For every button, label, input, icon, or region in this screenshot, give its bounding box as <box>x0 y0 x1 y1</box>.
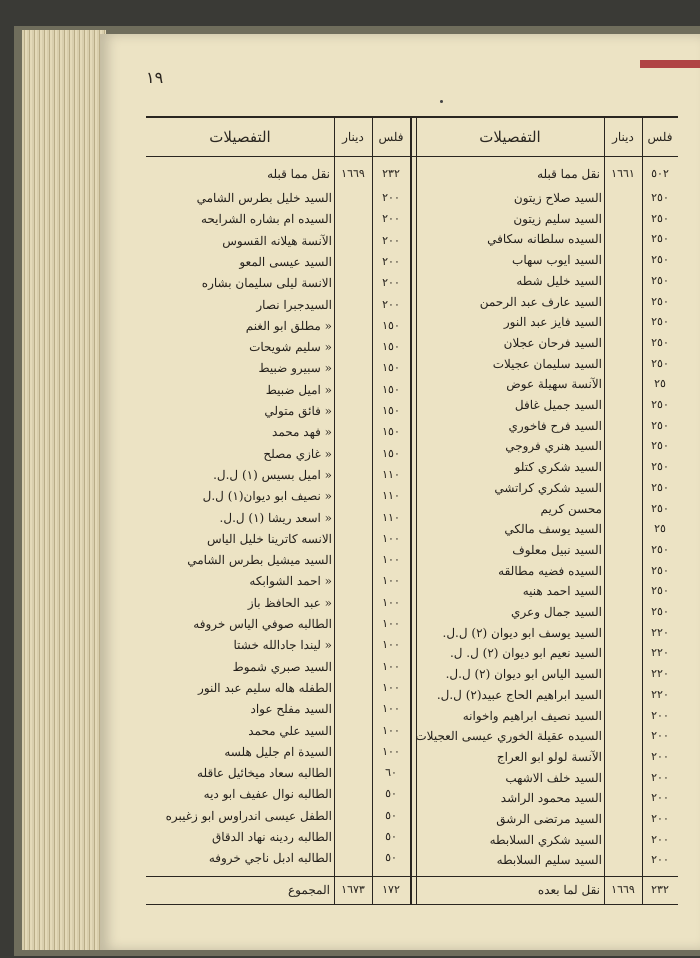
left-row-name: الطالبه نوال عفيف ابو ديه <box>203 787 332 802</box>
left-row-fils: ١٥٠ <box>382 382 400 396</box>
right-row-name: السيد نصيف ابراهيم واخوانه <box>462 708 602 723</box>
left-row-name: الطالبه سعاد ميخائيل عاقله <box>197 766 332 781</box>
right-row-fils: ٢٠٠ <box>651 708 669 722</box>
right-row-fils: ٢٥٠ <box>651 356 669 370</box>
right-row-fils: ٢٠٠ <box>651 770 669 784</box>
left-row-fils: ٢٠٠ <box>382 191 400 204</box>
right-row-fils: ٢٠٠ <box>651 729 669 743</box>
left-row-fils: ١٠٠ <box>382 595 400 609</box>
right-row-fils: ٢٥٠ <box>651 584 669 598</box>
right-row-fils: ٢٥٠ <box>651 501 669 515</box>
left-row-fils: ٥٠ <box>385 830 397 843</box>
left-row-fils: ٢٠٠ <box>382 297 400 311</box>
page-stack-edge <box>22 30 106 950</box>
right-row-name: السيد نبيل معلوف <box>512 542 602 557</box>
left-row-name: « اميل بسيس (١) ل.ل. <box>213 467 332 482</box>
right-row-fils: ٢٥٠ <box>651 253 669 267</box>
right-row-name: السيد فرح فاخوري <box>508 418 602 433</box>
left-row-fils: ١٠٠ <box>382 617 400 630</box>
right-row-name: السيد عارف عبد الرحمن <box>479 294 602 309</box>
right-footer-fils: ٢٣٢ <box>651 883 669 896</box>
right-row-fils: ٢٥٠ <box>651 191 669 204</box>
left-row-fils: ١٥٠ <box>382 446 400 460</box>
col-divider <box>334 118 335 904</box>
table-bottom-rule <box>146 904 678 905</box>
right-row-name: السيد يوسف مالكي <box>504 522 602 537</box>
left-carry-dinar: ١٦٦٩ <box>341 167 365 180</box>
col-divider <box>416 118 417 904</box>
right-row-name: الآنسة لولو ابو العراج <box>496 749 602 764</box>
left-row-name: « مطلق ابو الغنم <box>245 318 332 333</box>
left-row-name: السيد علي محمد <box>248 723 332 738</box>
right-row-name: السيد جمال وعري <box>511 605 602 619</box>
left-row-fils: ٥٠ <box>385 787 397 801</box>
left-row-fils: ١٠٠ <box>382 723 400 737</box>
left-row-name: الانسة ليلى سليمان بشاره <box>201 276 332 291</box>
left-row-name: السيد صبري شموط <box>232 659 332 674</box>
left-row-fils: ١٠٠ <box>382 659 400 673</box>
right-row-name: السيد فايز عبد النور <box>503 315 602 330</box>
right-carry-dinar: ١٦٦١ <box>611 167 635 180</box>
left-row-name: « فهد محمد <box>272 425 332 440</box>
right-row-name: السيد شكري كراتشي <box>494 480 602 495</box>
left-footer-fils: ١٧٢ <box>382 883 400 896</box>
right-row-name: محسن كريم <box>540 501 602 516</box>
right-row-fils: ٢٥٠ <box>651 315 669 329</box>
left-row-fils: ٢٠٠ <box>382 254 400 268</box>
left-row-name: الطالبه ردينه نهاد الدقاق <box>211 830 332 844</box>
ink-dot <box>440 100 443 103</box>
header-dinar-right: دينار <box>612 130 634 144</box>
col-divider <box>604 118 605 904</box>
right-row-fils: ٢٠٠ <box>651 812 669 825</box>
right-row-name: السيده سلطانه سكافي <box>487 232 602 247</box>
left-row-name: « احمد الشوابكه <box>249 574 332 589</box>
left-row-name: الآنسة هيلانه القسوس <box>222 233 332 248</box>
left-row-name: السيد ميشيل بطرس الشامي <box>187 553 332 568</box>
right-row-name: السيد ابراهيم الحاج عبيد(٢) ل.ل. <box>436 687 602 702</box>
right-row-name: السيد يوسف ابو ديوان (٢) ل.ل. <box>442 625 602 640</box>
left-row-fils: ٢٠٠ <box>382 212 400 226</box>
right-row-fils: ٢٥٠ <box>651 563 669 577</box>
right-row-fils: ٢٥ <box>654 377 666 391</box>
right-row-name: السيد احمد هنيه <box>522 584 602 599</box>
right-row-fils: ٢٠٠ <box>651 832 669 846</box>
right-row-name: السيد ايوب سهاب <box>512 253 602 268</box>
right-row-name: السيد خليل شطه <box>516 273 602 288</box>
right-carry-fils: ٥٠٢ <box>651 167 669 180</box>
left-row-fils: ٢٠٠ <box>382 276 400 290</box>
right-row-name: السيد محمود الراشد <box>500 791 602 806</box>
left-row-name: « نصيف ابو ديوان(١) ل.ل <box>202 489 332 504</box>
left-row-name: « فائق متولي <box>264 404 332 418</box>
left-row-fils: ١٠٠ <box>382 638 400 652</box>
left-row-name: السيد خليل بطرس الشامي <box>196 191 332 205</box>
right-row-name: السيد خلف الاشهب <box>505 770 602 785</box>
header-dinar-left: دينار <box>342 130 364 144</box>
left-row-fils: ١٠٠ <box>382 574 400 588</box>
left-row-name: السيده ام بشاره الشرايحه <box>200 212 332 227</box>
right-row-name: السيده عقيلة الخوري عيسى العجيلات <box>415 729 602 744</box>
left-row-name: السيد مفلح عواد <box>250 702 332 717</box>
right-row-name: السيد صلاح زيتون <box>513 191 602 205</box>
left-row-fils: ٦٠ <box>385 766 397 780</box>
header-details-left: التفصيلات <box>209 128 271 146</box>
left-row-fils: ١٥٠ <box>382 404 400 417</box>
right-row-name: السيد جميل غافل <box>514 398 602 412</box>
left-row-name: الطفل عيسى اندراوس ابو زغيبره <box>165 808 332 823</box>
left-row-name: الطالبه صوفي الياس خروفه <box>193 617 332 631</box>
left-row-name: السيد عيسى المعو <box>239 254 332 269</box>
header-bottom-rule <box>146 156 678 157</box>
right-row-name: السيد فرحان عجلان <box>503 335 602 350</box>
left-row-fils: ٥٠ <box>385 808 397 822</box>
right-row-fils: ٢٠٠ <box>651 791 669 805</box>
left-row-name: الطالبه ادبل ناجي خروفه <box>208 851 332 866</box>
left-row-fils: ١٠٠ <box>382 744 400 758</box>
right-row-fils: ٢٥ <box>654 522 666 536</box>
col-divider <box>410 118 412 904</box>
left-row-fils: ٥٠ <box>385 851 397 865</box>
right-row-fils: ٢٥٠ <box>651 211 669 225</box>
footer-top-rule <box>146 876 678 877</box>
right-row-fils: ٢٥٠ <box>651 398 669 411</box>
right-row-fils: ٢٥٠ <box>651 418 669 432</box>
right-row-name: السيد سليمان عجيلات <box>492 356 602 371</box>
right-row-fils: ٢٥٠ <box>651 335 669 349</box>
right-row-name: السيد هنري فروجي <box>505 439 602 454</box>
right-row-fils: ٢٥٠ <box>651 439 669 453</box>
left-row-fils: ١٠٠ <box>382 680 400 694</box>
right-row-fils: ٢٢٠ <box>651 625 669 639</box>
right-row-fils: ٢٥٠ <box>651 460 669 474</box>
left-row-fils: ١١٠ <box>382 467 400 481</box>
right-row-fils: ٢٠٠ <box>651 853 669 867</box>
right-footer-dinar: ١٦٦٩ <box>611 883 635 896</box>
right-row-name: الآنسة سهيلة عوض <box>506 377 602 392</box>
left-row-fils: ٢٠٠ <box>382 233 400 247</box>
page-number: ١٩ <box>146 68 164 87</box>
left-carry-text: نقل مما قبله <box>267 167 330 181</box>
left-footer-dinar: ١٦٧٣ <box>341 883 365 896</box>
right-row-fils: ٢٥٠ <box>651 542 669 556</box>
right-row-name: السيد نعيم ابو ديوان (٢) ل. ل. <box>449 646 602 661</box>
left-row-fils: ١١٠ <box>382 510 400 524</box>
left-row-fils: ١٠٠ <box>382 531 400 545</box>
right-row-name: السيد مرتضى الرشق <box>496 812 602 826</box>
right-row-name: السيده فضيه مطالقه <box>498 563 602 578</box>
left-row-fils: ١٥٠ <box>382 318 400 332</box>
left-row-fils: ١٥٠ <box>382 361 400 375</box>
left-row-fils: ١٥٠ <box>382 340 400 354</box>
right-row-fils: ٢٥٠ <box>651 605 669 618</box>
right-row-fils: ٢٢٠ <box>651 646 669 660</box>
left-row-fils: ١٥٠ <box>382 425 400 439</box>
header-fils-right: فلس <box>647 130 673 144</box>
table-top-rule <box>146 116 678 118</box>
left-row-name: « ليندا جادالله خشتا <box>233 638 332 653</box>
left-row-name: الانسه كاترينا خليل الياس <box>206 531 332 546</box>
left-row-name: السيدة ام جليل هلسه <box>224 744 332 759</box>
left-row-fils: ١٠٠ <box>382 702 400 716</box>
right-row-fils: ٢٢٠ <box>651 687 669 701</box>
right-row-fils: ٢٥٠ <box>651 480 669 494</box>
right-row-fils: ٢٢٠ <box>651 667 669 681</box>
left-row-fils: ١٠٠ <box>382 553 400 567</box>
left-row-name: « عبد الحافظ باز <box>247 595 332 610</box>
right-row-name: السيد سليم السلابطه <box>496 853 602 868</box>
left-carry-fils: ٢٣٢ <box>382 167 400 180</box>
header-fils-left: فلس <box>378 130 404 144</box>
left-row-name: الطفله هاله سليم عبد النور <box>198 680 332 695</box>
right-carry-text: نقل مما قبله <box>537 167 600 181</box>
right-row-fils: ٢٥٠ <box>651 294 669 308</box>
right-row-fils: ٢٥٠ <box>651 273 669 287</box>
right-footer-text: نقل لما بعده <box>537 883 600 897</box>
left-row-name: « سبيرو ضبيط <box>258 361 332 376</box>
left-footer-text: المجموع <box>288 883 330 897</box>
right-row-fils: ٢٠٠ <box>651 749 669 763</box>
left-row-fils: ١١٠ <box>382 489 400 503</box>
left-row-name: السيدجبرا نصار <box>256 297 332 312</box>
left-row-name: « غازي مصلح <box>263 446 332 461</box>
right-row-name: السيد شكري السلابطه <box>489 832 602 847</box>
bookmark-ribbon <box>640 60 700 68</box>
right-row-fils: ٢٥٠ <box>651 232 669 246</box>
header-details-right: التفصيلات <box>479 128 541 146</box>
right-row-name: السيد الياس ابو ديوان (٢) ل.ل. <box>445 667 602 682</box>
right-row-name: السيد سليم زيتون <box>513 211 602 226</box>
left-row-name: « اسعد ريشا (١) ل.ل. <box>219 510 332 525</box>
right-row-name: السيد شكري كتلو <box>514 460 602 475</box>
left-row-name: « سليم شويحات <box>249 340 332 355</box>
left-row-name: « اميل ضبيط <box>265 382 332 397</box>
